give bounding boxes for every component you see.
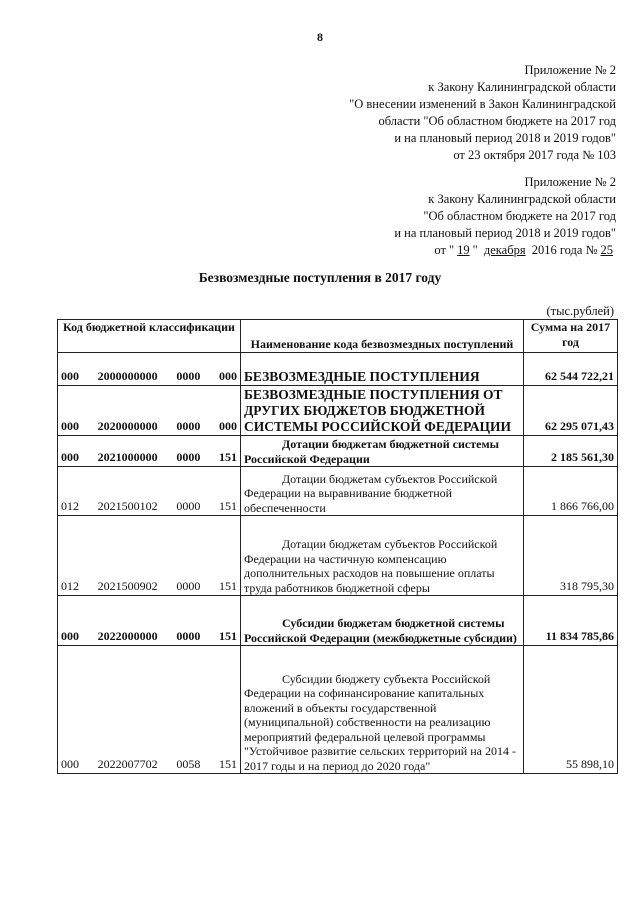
code-program: 0000 [176,579,201,593]
code-program: 0000 [176,499,201,513]
name-cell: БЕЗВОЗМЕЗДНЫЕ ПОСТУПЛЕНИЯ ОТ ДРУГИХ БЮДЖЕТОВ БЮДЖЕТНОЙ СИСТЕМЫ РОССИЙСКОЙ ФЕДЕРАЦИИ [241,386,524,436]
code-econ: 151 [218,450,237,464]
name-cell: Дотации бюджетам субъектов Российской Федерации на частичную компенсацию дополнительных расходов на повышение оплаты труда работников бюджетной сферы [241,516,524,596]
header-amount: Сумма на 2017 год [524,320,618,353]
code-admin: 012 [61,499,79,513]
code-econ: 000 [218,419,237,433]
header-name: Наименование кода безвозмездных поступлений [241,320,524,353]
date-prefix: от " [434,243,455,257]
code-cell [58,516,241,596]
date-quote: " [472,243,478,257]
appendix-line: и на плановый период 2018 и 2019 годов" [394,226,616,240]
appendix-line: от 23 октября 2017 года № 103 [453,148,616,162]
code-cell [58,467,241,516]
date-month: декабря [483,243,526,257]
code-econ: 151 [218,499,237,513]
appendix-amendment-header [349,62,616,164]
code-econ: 151 [218,579,237,593]
appendix-line: "О внесении изменений в Закон Калининградской [349,97,616,111]
amount-cell: 318 795,30 [524,516,618,596]
table-row [58,467,618,516]
code-cell [58,436,241,467]
name-cell: Субсидии бюджетам бюджетной системы Российской Федерации (межбюджетные субсидии) [241,596,524,646]
table-header-row [58,320,618,353]
amount-cell: 2 185 561,30 [524,436,618,467]
appendix-original-header [394,174,616,259]
code-main: 2020000000 [97,419,158,433]
code-program: 0058 [176,757,201,771]
amount-cell: 1 866 766,00 [524,467,618,516]
name-cell: Дотации бюджетам субъектов Российской Федерации на выравнивание бюджетной обеспеченности [241,467,524,516]
table-row [58,436,618,467]
code-econ: 151 [218,629,237,643]
code-main: 2021500102 [97,499,158,513]
code-main: 2021500902 [97,579,158,593]
code-econ: 000 [218,369,237,383]
code-main: 2022000000 [97,629,158,643]
appendix-date-line [394,242,616,259]
code-program: 0000 [176,419,201,433]
code-admin: 000 [61,369,79,383]
document-title: Безвозмездные поступления в 2017 году [198,270,442,285]
law-number: 25 [600,243,613,257]
name-cell: Субсидии бюджету субъекта Российской Федерации на софинансирование капитальных вложений в объекты государственной (муниципальной) собственности на реализацию мероприятий федеральной целевой программы "Устойчивое развитие сельских территорий на 2014 - 2017 годы и на период до 2020 года" [241,646,524,774]
page-number: 8 [317,30,323,44]
name-cell: Дотации бюджетам бюджетной системы Российской Федерации [241,436,524,467]
appendix-line: к Закону Калининградской области [428,192,616,206]
code-program: 0000 [176,369,201,383]
table-row [58,516,618,596]
appendix-line: области "Об областном бюджете на 2017 год [378,114,616,128]
table-row [58,596,618,646]
appendix-line: и на плановый период 2018 и 2019 годов" [394,131,616,145]
header-code: Код бюджетной классификации [58,320,241,353]
appendix-line: к Закону Калининградской области [428,80,616,94]
code-cell [58,386,241,436]
code-admin: 000 [61,629,79,643]
amount-cell: 55 898,10 [524,646,618,774]
code-econ: 151 [218,757,237,771]
code-cell [58,646,241,774]
code-main: 2000000000 [97,369,158,383]
code-admin: 000 [61,757,79,771]
table-row [58,353,618,386]
amount-cell: 62 295 071,43 [524,386,618,436]
code-program: 0000 [176,450,201,464]
appendix-line: Приложение № 2 [524,175,616,189]
code-main: 2022007702 [97,757,158,771]
units-label: (тыс.рублей) [546,304,614,318]
code-main: 2021000000 [97,450,158,464]
amount-cell: 11 834 785,86 [524,596,618,646]
date-year: 2016 года № [531,243,598,257]
code-cell [58,596,241,646]
table-row [58,646,618,774]
code-program: 0000 [176,629,201,643]
code-cell [58,353,241,386]
appendix-line: "Об областном бюджете на 2017 год [423,209,616,223]
date-day: 19 [457,243,470,257]
name-cell: БЕЗВОЗМЕЗДНЫЕ ПОСТУПЛЕНИЯ [241,353,524,386]
appendix-line: Приложение № 2 [524,63,616,77]
budget-table [57,319,618,774]
code-admin: 012 [61,579,79,593]
amount-cell: 62 544 722,21 [524,353,618,386]
table-row [58,386,618,436]
code-admin: 000 [61,450,79,464]
code-admin: 000 [61,419,79,433]
